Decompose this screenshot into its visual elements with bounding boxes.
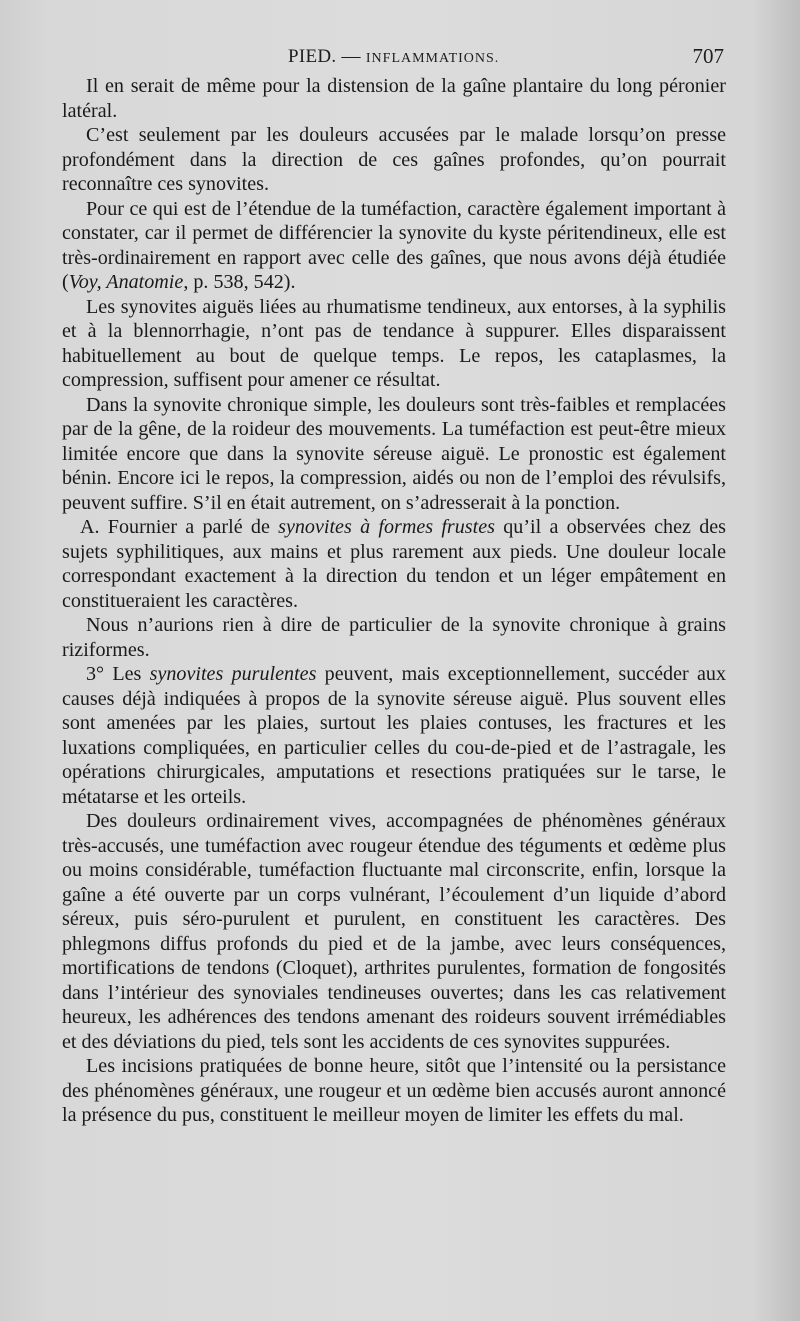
paragraph-9: Des douleurs ordinairement vives, accompagnées de phénomènes généraux très-accusés, une tuméfaction avec rougeur étendue des téguments et œdème plus ou moins considérable, tuméfaction fluctuante mal circonscrite, enfin, lorsque la gaîne a été ouverte par un corps vulnérant, l’écoulement d’un liquide d’abord séreux, puis séro-purulent et purulent, en constituent les caractères. Des phlegmons diffus profonds du pied et de la jambe, avec leurs conséquences, mortifications de tendons (Cloquet), arthrites purulentes, formation de fongosités dans l’intérieur des synoviales tendineuses ouvertes; dans les cas relativement heureux, les adhérences des tendons amenant des roideurs souvent irrémédiables et des déviations du pied, tels sont les accidents de ces synovites suppurées. xyxy=(62,810,726,1053)
paragraph-5: Dans la synovite chronique simple, les douleurs sont très-faibles et remplacées par de la gêne, de la roideur des mouvements. La tuméfaction est peut-être mieux limitée encore que dans la synovite séreuse aiguë. Le pronostic est également bénin. Encore ici le repos, la compression, aidés ou non de l’emploi des révulsifs, peuvent suffire. S’il en était autrement, on s’adresserait à la ponction. xyxy=(62,393,726,514)
running-header xyxy=(62,40,724,70)
term-italic: synovites purulentes xyxy=(149,663,317,685)
paragraph-4: Les synovites aiguës liées au rhumatisme tendineux, aux entorses, à la syphilis et à la blennorrhagie, n’ont pas de tendance à suppurer. Elles disparaissent habituellement au bout de quelque temps. Le repos, les cataplasmes, la compression, suffisent pour amener ce résultat. xyxy=(62,295,726,391)
paragraph-8: 3° Les synovites purulentes peuvent, mais exceptionnellement, succéder aux causes déjà indiquées à propos de la synovite séreuse aiguë. Plus souvent elles sont amenées par les plaies, surtout les plaies contuses, les fractures et les luxations compliquées, en particulier celles du cou-de-pied et de l’astragale, les opérations chirurgicales, amputations et resections pratiquées sur le tarse, le métatarse et les orteils. xyxy=(62,663,726,808)
paragraph-6: A. Fournier a parlé de synovites à formes frustes qu’il a observées chez des sujets syphilitiques, aux mains et plus rarement aux pieds. Une douleur locale correspondant exactement à la direction du tendon et un léger empâtement en constitueraient les caractères. xyxy=(62,516,726,612)
page-body xyxy=(62,74,726,1128)
running-title: PIED. — INFLAMMATIONS. xyxy=(288,46,500,67)
paragraph-1: Il en serait de même pour la distension de la gaîne plantaire du long péronier latéral. xyxy=(62,75,726,122)
term-italic: synovites à formes frustes xyxy=(278,516,495,538)
paragraph-10: Les incisions pratiquées de bonne heure, sitôt que l’intensité ou la persistance des phénomènes généraux, une rougeur et un œdème bien accusés auront annoncé la présence du pus, constituent le meilleur moyen de limiter les effets du mal. xyxy=(62,1055,726,1126)
paragraph-7: Nous n’aurions rien à dire de particulier de la synovite chronique à grains riziformes. xyxy=(62,614,726,661)
citation-italic: Voy, Anatomie xyxy=(68,271,184,293)
page-number: 707 xyxy=(692,44,724,68)
paragraph-3: Pour ce qui est de l’étendue de la tuméfaction, caractère également important à constater, car il permet de différencier la synovite du kyste péritendineux, elle est très-ordinairement en rapport avec celle des gaînes, que nous avons déjà étudiée (Voy, Anatomie, p. 538, 542). xyxy=(62,197,726,293)
paragraph-2: C’est seulement par les douleurs accusées par le malade lorsqu’on presse profondément dans la direction de ces gaînes profondes, qu’on pourrait reconnaître ces synovites. xyxy=(62,124,726,195)
